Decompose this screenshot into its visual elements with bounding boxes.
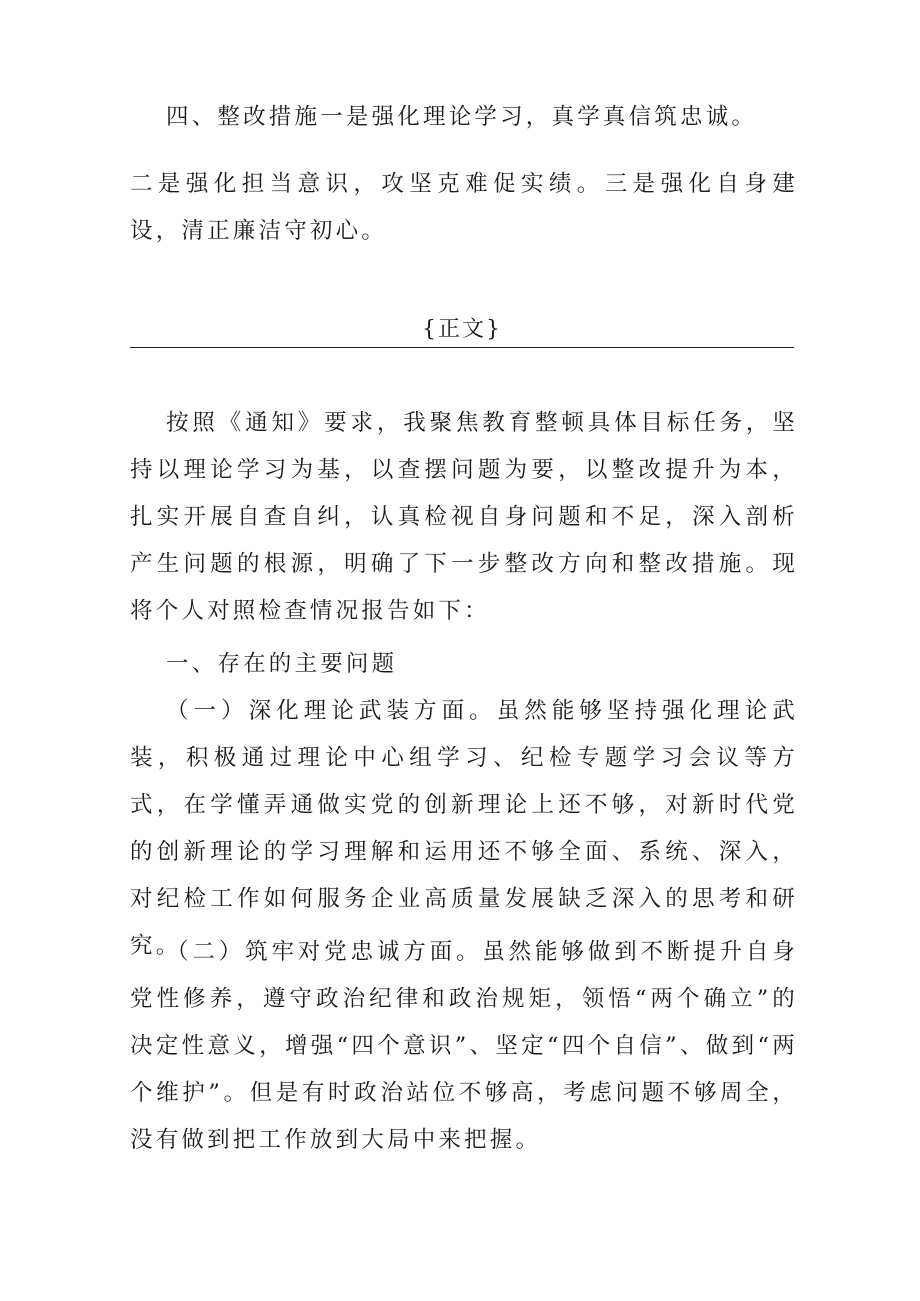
section-marker: {正文}	[422, 317, 502, 342]
problem-item-1: （一）深化理论武装方面。虽然能够坚持强化理论武装，积极通过理论中心组学习、纪检专题学习会议等方式，在学懂弄通做实党的创新理论上还不够，对新时代党的创新理论的学习理解和运用还不够全面、系统、深入，对纪检工作如何服务企业高质量发展缺乏深入的思考和研究。	[130, 698, 798, 959]
summary-line-2: 二是强化担当意识，攻坚克难促实绩。三是强化自身建设，清正廉洁守初心。	[130, 171, 798, 244]
summary-line-1: 四、整改措施一是强化理论学习，真学真信筑忠诚。	[166, 104, 758, 130]
intro-paragraph: 按照《通知》要求，我聚焦教育整顿具体目标任务，坚持以理论学习为基，以查摆问题为要，以整改提升为本，扎实开展自查自纠，认真检视自身问题和不足，深入剖析产生问题的根源，明确了下一步整改方向和整改措施。现将个人对照检查情况报告如下：	[130, 410, 798, 624]
problem-item-2: （二）筑牢对党忠诚方面。虽然能够做到不断提升自身党性修养，遵守政治纪律和政治规矩，领悟“两个确立”的决定性意义，增强“四个意识”、坚定“四个自信”、做到“两个维护”。但是有时政治站位不够高，考虑问题不够周全，没有做到把工作放到大局中来把握。	[130, 939, 798, 1153]
section-divider	[130, 347, 794, 348]
section-heading-problems: 一、存在的主要问题	[166, 651, 398, 677]
